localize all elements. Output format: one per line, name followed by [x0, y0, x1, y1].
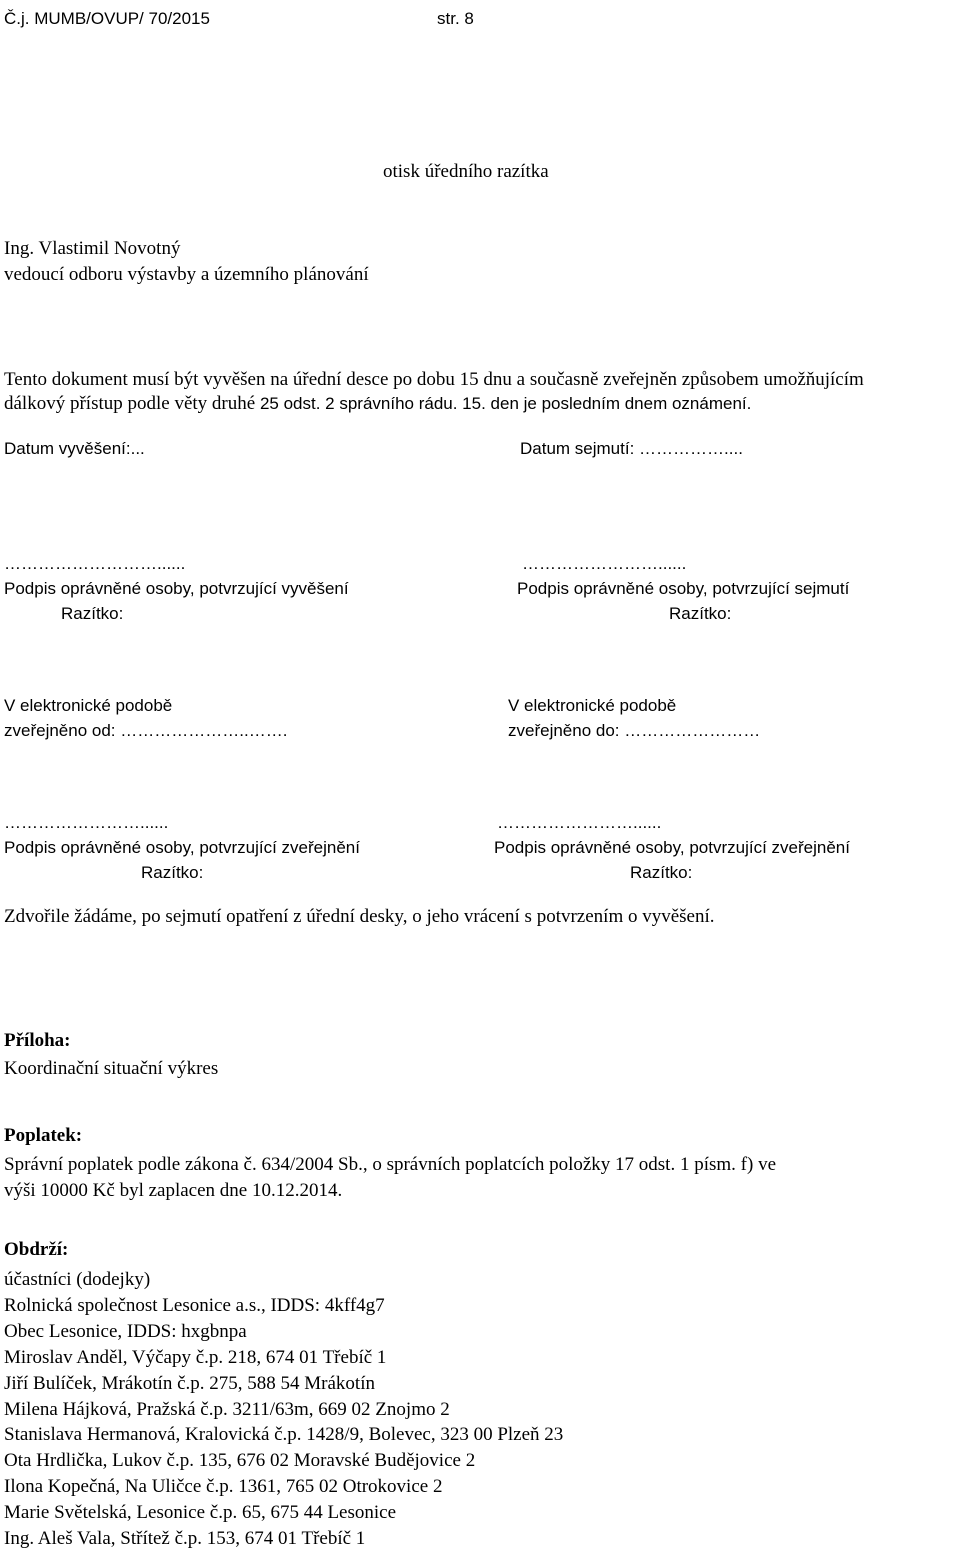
signature-line-posting: ………………………......: [4, 554, 186, 573]
recipient-item: Stanislava Hermanová, Kralovická č.p. 1428/9, Bolevec, 323 00 Plzeň 23: [4, 1424, 564, 1446]
notice-line-2-sans: 25 odst. 2 správního rádu. 15. den je posledním dnem oznámení.: [259, 394, 752, 413]
signature-line-publish-to: ……………………......: [497, 813, 662, 832]
signatory-title: vedoucí odboru výstavby a územního plánování: [4, 264, 369, 285]
attachment-text: Koordinační situační výkres: [4, 1058, 219, 1079]
electronic-to-label: V elektronické podobě: [508, 696, 677, 715]
stamp-note: otisk úředního razítka: [383, 161, 549, 182]
recipient-item: Ilona Kopečná, Na Uličce č.p. 1361, 765 02 Otrokovice 2: [4, 1476, 443, 1498]
fee-line-2: výši 10000 Kč byl zaplacen dne 10.12.2014.: [4, 1180, 343, 1201]
recipients-heading: Obdrží:: [4, 1239, 69, 1260]
recipient-item: Jiří Bulíček, Mrákotín č.p. 275, 588 54 Mrákotín: [4, 1372, 375, 1394]
notice-line-2: [4, 393, 751, 415]
recipient-item: Rolnická společnost Lesonice a.s., IDDS: 4kff4g7: [4, 1294, 385, 1316]
electronic-to-field: zveřejněno do: ……………………: [508, 721, 761, 740]
return-request: Zdvořile žádáme, po sejmutí opatření z úřední desky, o jeho vrácení s potvrzením o vyvěšení.: [4, 906, 715, 927]
signature-label-posting: Podpis oprávněné osoby, potvrzující vyvěšení: [4, 579, 349, 598]
notice-line-2-serif: dálkový přístup podle věty druhé: [4, 393, 256, 414]
stamp-label-posting: Razítko:: [61, 604, 124, 623]
attachment-heading: Příloha:: [4, 1030, 71, 1051]
document-reference: Č.j. MUMB/OVUP/ 70/2015: [4, 9, 210, 28]
posted-date-field: Datum vyvěšení:...: [4, 439, 145, 458]
stamp-label-publish-to: Razítko:: [630, 863, 693, 882]
recipient-item: Ing. Aleš Vala, Střítež č.p. 153, 674 01 Třebíč 1: [4, 1528, 366, 1549]
electronic-from-label: V elektronické podobě: [4, 696, 173, 715]
removed-date-field: Datum sejmutí: ……………....: [520, 439, 743, 458]
signature-line-removal: ……………………......: [522, 554, 687, 573]
signature-line-publish-from: ……………………......: [4, 813, 169, 832]
recipient-item: Milena Hájková, Pražská č.p. 3211/63m, 669 02 Znojmo 2: [4, 1398, 450, 1420]
fee-line-1: Správní poplatek podle zákona č. 634/2004 Sb., o správních poplatcích položky 17 odst. 1 písm. f) ve: [4, 1154, 776, 1175]
signature-label-publish-from: Podpis oprávněné osoby, potvrzující zveřejnění: [4, 838, 360, 857]
recipient-item: Marie Světelská, Lesonice č.p. 65, 675 44 Lesonice: [4, 1502, 397, 1524]
signature-label-removal: Podpis oprávněné osoby, potvrzující sejmutí: [517, 579, 850, 598]
signature-label-publish-to: Podpis oprávněné osoby, potvrzující zveřejnění: [494, 838, 850, 857]
page-number: str. 8: [437, 9, 474, 28]
notice-line-1: Tento dokument musí být vyvěšen na úřední desce po dobu 15 dnu a současně zveřejněn způsobem umožňujícím: [4, 369, 864, 390]
stamp-label-publish-from: Razítko:: [141, 863, 204, 882]
recipient-item: Miroslav Anděl, Výčapy č.p. 218, 674 01 Třebíč 1: [4, 1346, 387, 1368]
recipient-item: Obec Lesonice, IDDS: hxgbnpa: [4, 1320, 247, 1342]
recipient-item: Ota Hrdlička, Lukov č.p. 135, 676 02 Moravské Budějovice 2: [4, 1450, 476, 1472]
electronic-from-field: zveřejněno od: …………………..…….: [4, 721, 288, 740]
stamp-label-removal: Razítko:: [669, 604, 732, 623]
signatory-name: Ing. Vlastimil Novotný: [4, 238, 181, 259]
fee-heading: Poplatek:: [4, 1125, 83, 1146]
recipient-item: účastníci (dodejky): [4, 1269, 151, 1290]
